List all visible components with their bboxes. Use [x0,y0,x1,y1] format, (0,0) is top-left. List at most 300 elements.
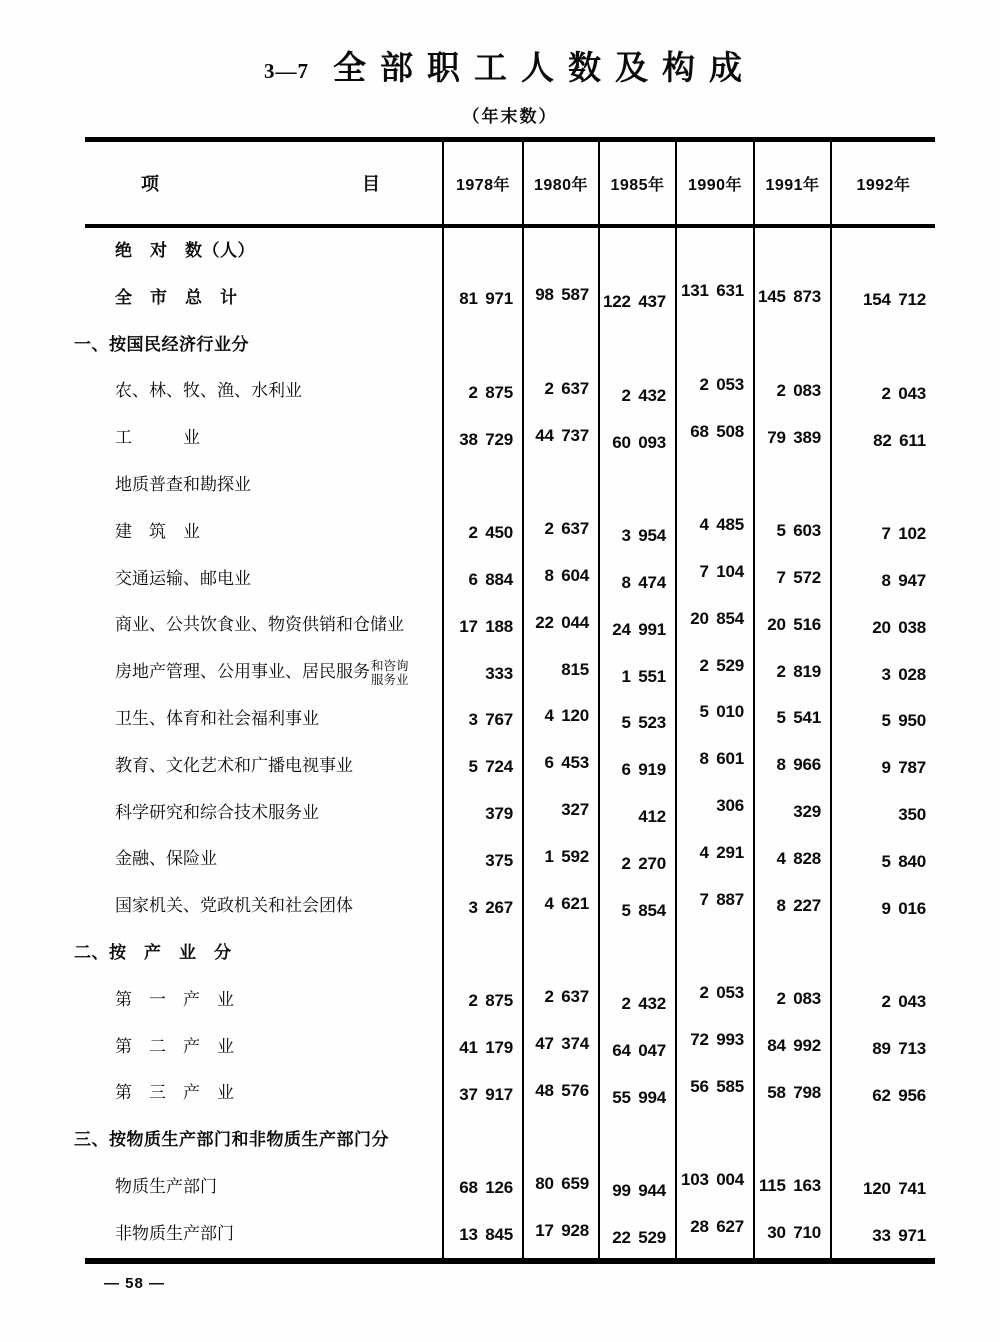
value-text: 8 604 [544,565,589,585]
value-cell [522,930,598,977]
value-cell [442,836,522,883]
value-cell [753,322,830,369]
value-cell [598,883,675,930]
value-cell [675,743,753,790]
table-row [85,1070,935,1117]
value-text: 131 631 [680,281,744,301]
value-cell [522,696,598,743]
row-label-text: 第 一 产 业 [115,989,234,1009]
value-text: 2 270 [621,853,666,873]
value-text: 122 437 [602,292,666,312]
row-label-text: 全 市 总 计 [115,287,238,307]
table-header [85,137,935,228]
value-text: 329 [793,801,821,821]
row-label-stack-line: 和咨询 [371,658,409,673]
value-cell [598,1024,675,1071]
value-text: 333 [485,663,513,683]
value-cell [675,368,753,415]
value-cell [442,790,522,837]
value-cell [522,743,598,790]
value-text: 56 585 [690,1076,744,1096]
item-header-right: 目 [362,174,380,194]
value-text: 5 523 [621,713,666,733]
value-text: 89 713 [872,1038,926,1058]
value-cell [830,743,935,790]
value-text: 38 729 [459,429,513,449]
value-text: 4 291 [699,842,744,862]
table-row [74,1117,935,1164]
table-subtitle: （年末数） [462,107,558,126]
row-label [85,1024,442,1071]
value-text: 7 102 [881,524,926,544]
value-cell [598,556,675,603]
value-cell [442,883,522,930]
value-cell [675,415,753,462]
row-label [74,1117,431,1164]
table-row [85,462,935,509]
row-label-text: 房地产管理、公用事业、居民服务 [115,662,370,682]
value-text: 99 944 [612,1181,666,1201]
value-text: 2 432 [621,994,666,1014]
table-row [74,930,935,977]
value-text: 3 767 [468,710,513,730]
value-text: 28 627 [690,1217,744,1237]
value-cell [830,836,935,883]
table-row [85,836,935,883]
row-label-text: 非物质生产部门 [115,1223,234,1243]
value-cell [442,1070,522,1117]
row-label [85,836,442,883]
value-cell [442,977,522,1024]
value-cell [522,556,598,603]
value-text: 815 [561,659,589,679]
row-label-text: 第 二 产 业 [115,1036,234,1056]
table-row [74,322,935,369]
value-text: 98 587 [535,285,589,305]
value-cell [675,790,753,837]
value-cell [598,415,675,462]
value-cell [830,602,935,649]
table-title: 全部职工人数及构成 [333,51,756,87]
value-text: 412 [638,806,666,826]
table-row [85,977,935,1024]
row-label [85,602,442,649]
value-cell [830,1211,935,1258]
row-label [85,1211,442,1258]
row-label-text: 二、按 产 业 分 [74,943,232,962]
value-text: 5 724 [468,757,513,777]
value-cell [753,415,830,462]
value-text: 327 [561,799,589,819]
value-text: 22 529 [612,1228,666,1248]
value-text: 103 004 [680,1170,744,1190]
value-cell [675,602,753,649]
row-label [85,509,442,556]
row-label [85,1070,442,1117]
value-cell [830,462,935,509]
value-cell [753,930,830,977]
value-cell [753,649,830,696]
value-cell [675,322,753,369]
value-text: 2 637 [544,519,589,539]
value-text: 5 950 [881,711,926,731]
row-label-text: 交通运输、邮电业 [115,568,251,588]
value-text: 47 374 [535,1033,589,1053]
value-text: 2 875 [468,382,513,402]
value-cell [675,509,753,556]
value-cell [522,602,598,649]
value-text: 1 551 [621,666,666,686]
value-text: 6 884 [468,569,513,589]
table-row [85,275,935,322]
value-cell [675,930,753,977]
row-label-text: 建 筑 业 [115,521,200,541]
value-text: 64 047 [612,1040,666,1060]
value-text: 13 845 [459,1225,513,1245]
value-cell [675,275,753,322]
value-cell [442,322,522,369]
value-text: 379 [485,803,513,823]
value-text: 115 163 [758,1176,821,1196]
value-cell [442,275,522,322]
value-cell [598,1117,675,1164]
row-label-text: 一、按国民经济行业分 [74,334,249,354]
value-text: 2 053 [699,983,744,1003]
year-column-header: 1991年 [753,142,830,224]
year-column-header: 1980年 [522,142,598,224]
table-row [85,649,935,696]
value-cell [522,1070,598,1117]
value-cell [598,836,675,883]
table-row [85,1211,935,1258]
table-row [85,368,935,415]
value-text: 5 840 [881,851,926,871]
value-text: 20 038 [872,617,926,637]
value-text: 30 710 [767,1223,821,1243]
row-label [85,1164,442,1211]
value-cell [830,696,935,743]
value-cell [675,1164,753,1211]
value-cell [753,1024,830,1071]
row-label-text: 教育、文化艺术和广播电视事业 [115,755,353,775]
row-label-text: 卫生、体育和社会福利事业 [115,709,319,729]
row-label-text: 绝 对 数（人） [115,241,255,261]
row-label [85,462,442,509]
value-text: 2 637 [544,987,589,1007]
value-cell [522,415,598,462]
value-cell [830,649,935,696]
value-cell [753,556,830,603]
value-text: 7 887 [699,889,744,909]
value-cell [830,790,935,837]
row-label-text: 金融、保险业 [115,849,217,869]
row-label-text: 地质普查和勘探业 [115,475,251,495]
value-text: 81 971 [459,289,513,309]
value-cell [830,1070,935,1117]
value-cell [598,322,675,369]
year-column-header: 1990年 [675,142,753,224]
value-text: 48 576 [535,1080,589,1100]
value-cell [675,228,753,275]
value-cell [753,1211,830,1258]
value-text: 4 621 [544,893,589,913]
value-cell [830,322,935,369]
table-row [85,602,935,649]
value-cell [675,696,753,743]
row-label [85,649,442,696]
row-label-text: 农、林、牧、渔、水利业 [115,381,302,401]
value-text: 2 450 [468,523,513,543]
value-text: 4 120 [544,706,589,726]
value-cell [675,1070,753,1117]
value-cell [753,275,830,322]
value-text: 60 093 [612,432,666,452]
value-text: 350 [898,804,926,824]
value-text: 154 712 [862,290,926,310]
value-cell [830,1164,935,1211]
value-text: 5 603 [776,521,821,541]
value-text: 7 572 [776,567,821,587]
value-cell [753,509,830,556]
row-label [85,228,442,275]
value-cell [442,228,522,275]
value-cell [830,883,935,930]
value-cell [675,883,753,930]
table-row [85,883,935,930]
value-text: 58 798 [767,1082,821,1102]
value-text: 306 [716,795,744,815]
value-text: 33 971 [872,1226,926,1246]
value-cell [522,1164,598,1211]
value-cell [522,368,598,415]
value-cell [753,836,830,883]
value-cell [522,275,598,322]
value-cell [830,977,935,1024]
table-number: 3—7 [264,59,309,83]
value-cell [753,977,830,1024]
value-text: 44 737 [535,425,589,445]
value-cell [442,743,522,790]
value-cell [753,228,830,275]
value-cell [598,696,675,743]
value-cell [442,368,522,415]
value-cell [753,1164,830,1211]
value-text: 145 873 [757,287,821,307]
row-label-stack [371,659,409,687]
value-text: 8 947 [881,570,926,590]
row-label [85,977,442,1024]
value-text: 20 516 [767,614,821,634]
value-text: 2 083 [776,989,821,1009]
value-cell [522,1117,598,1164]
value-text: 37 917 [459,1084,513,1104]
value-cell [830,275,935,322]
value-cell [675,556,753,603]
row-label-text: 科学研究和综合技术服务业 [115,802,319,822]
year-column-header: 1992年 [830,142,935,224]
row-label-text: 物质生产部门 [115,1176,217,1196]
stat-table [74,137,935,1264]
table-row [85,556,935,603]
page-number-footer: — 58 — [104,1275,166,1292]
table-row [85,743,935,790]
value-cell [522,790,598,837]
value-cell [675,649,753,696]
value-cell [598,1164,675,1211]
value-text: 4 828 [776,848,821,868]
value-cell [442,415,522,462]
value-cell [753,368,830,415]
table-row [85,415,935,462]
value-cell [830,368,935,415]
value-cell [598,649,675,696]
value-cell [598,275,675,322]
value-cell [442,509,522,556]
value-cell [830,1024,935,1071]
value-cell [675,1024,753,1071]
value-cell [522,883,598,930]
value-cell [442,930,522,977]
row-label-text: 三、按物质生产部门和非物质生产部门分 [74,1130,389,1150]
value-cell [830,228,935,275]
value-cell [753,1117,830,1164]
value-text: 2 043 [881,992,926,1012]
value-cell [753,790,830,837]
value-cell [598,790,675,837]
value-text: 2 875 [468,991,513,1011]
value-cell [442,1024,522,1071]
value-cell [442,649,522,696]
value-cell [442,462,522,509]
value-cell [522,977,598,1024]
table-row [85,228,935,275]
value-cell [598,462,675,509]
value-cell [753,696,830,743]
year-column-header: 1978年 [442,142,522,224]
value-text: 120 741 [862,1179,926,1199]
value-text: 8 227 [776,895,821,915]
value-cell [598,930,675,977]
value-cell [442,1117,522,1164]
value-cell [522,228,598,275]
value-cell [598,228,675,275]
value-cell [598,1211,675,1258]
value-text: 80 659 [535,1174,589,1194]
row-label-stack-line: 服务业 [371,672,409,687]
value-text: 55 994 [612,1087,666,1107]
page-title [85,42,935,89]
year-column-header: 1985年 [598,142,675,224]
value-text: 84 992 [767,1035,821,1055]
table-row [85,790,935,837]
value-text: 2 083 [776,380,821,400]
value-cell [753,602,830,649]
table-row [85,1164,935,1211]
value-text: 2 432 [621,385,666,405]
value-text: 62 956 [872,1085,926,1105]
table-row [85,1024,935,1071]
value-cell [830,556,935,603]
item-column-header [85,142,442,224]
value-text: 1 592 [544,846,589,866]
value-cell [830,415,935,462]
value-text: 5 010 [699,702,744,722]
value-cell [753,743,830,790]
value-text: 6 453 [544,753,589,773]
row-label [85,883,442,930]
value-text: 79 389 [767,427,821,447]
value-cell [442,556,522,603]
row-label [85,275,442,322]
row-label [85,415,442,462]
value-cell [753,1070,830,1117]
item-header-left: 项 [141,174,159,194]
value-cell [675,1211,753,1258]
value-text: 8 601 [699,749,744,769]
value-cell [598,977,675,1024]
value-text: 3 267 [468,897,513,917]
row-label [85,696,442,743]
value-cell [675,836,753,883]
value-cell [522,1024,598,1071]
value-text: 2 529 [699,655,744,675]
value-cell [522,322,598,369]
value-cell [675,462,753,509]
value-text: 2 043 [881,383,926,403]
row-label [74,930,431,977]
value-text: 68 508 [690,421,744,441]
value-text: 5 854 [621,900,666,920]
value-text: 24 991 [612,619,666,639]
value-text: 3 954 [621,526,666,546]
value-text: 5 541 [776,708,821,728]
value-text: 20 854 [690,608,744,628]
value-text: 72 993 [690,1029,744,1049]
value-text: 3 028 [881,664,926,684]
value-text: 82 611 [873,430,926,450]
value-cell [522,836,598,883]
value-cell [753,883,830,930]
table-row [85,696,935,743]
value-text: 8 966 [776,755,821,775]
value-text: 6 919 [621,760,666,780]
value-cell [753,462,830,509]
value-cell [522,509,598,556]
value-cell [442,602,522,649]
table-row [85,509,935,556]
value-cell [598,1070,675,1117]
value-text: 41 179 [459,1037,513,1057]
value-cell [442,1164,522,1211]
row-label [85,790,442,837]
value-text: 22 044 [535,612,589,632]
row-label [85,556,442,603]
value-cell [598,509,675,556]
value-cell [442,696,522,743]
value-cell [675,1117,753,1164]
value-text: 9 016 [881,898,926,918]
value-cell [522,649,598,696]
value-cell [830,509,935,556]
value-cell [598,602,675,649]
table-body [74,228,935,1264]
row-label [85,743,442,790]
value-cell [522,462,598,509]
value-cell [830,930,935,977]
value-text: 2 637 [544,378,589,398]
value-cell [598,743,675,790]
value-text: 4 485 [699,515,744,535]
